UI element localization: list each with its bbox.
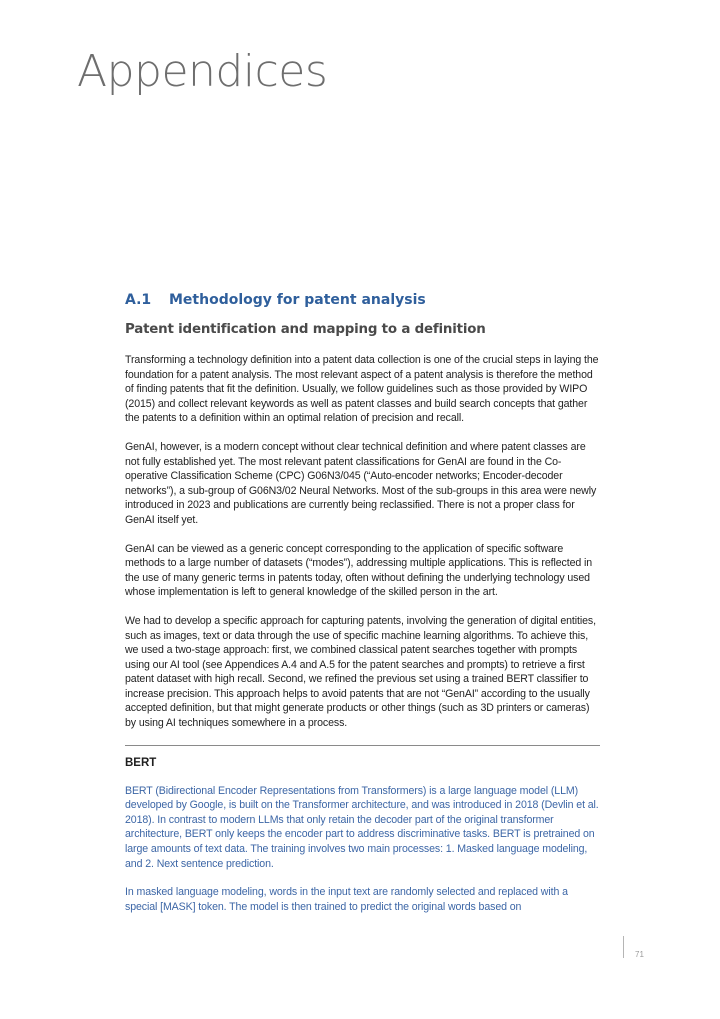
section-heading (125, 290, 600, 310)
body-paragraph: GenAI can be viewed as a generic concept corresponding to the application of specific software methods to a large number of datasets (“modes”), addressing multiple applications. This is reflected in the use of many generic terms in patents today, often without defining the underlying technology used whose implementation is left to general knowledge of the skilled person in the art. (125, 542, 593, 599)
box-paragraph: BERT (Bidirectional Encoder Representations from Transformers) is a large language model (LLM) developed by Google, is built on the Transformer architecture, and was introduced in 2018 (Devlin et al. 2018). In contrast to modern LLMs that only retain the decoder part of the original transformer architecture, BERT only keeps the encoder part to address discriminative tasks. BERT is pretrained on large amounts of text data. The training involves two main processes: 1. Masked language modeling, and 2. Next sentence prediction. (125, 784, 599, 870)
section-title: Methodology for patent analysis (169, 292, 426, 308)
section-number: A.1 (125, 292, 152, 308)
page-number-divider (623, 936, 624, 958)
page-title: Appendices (77, 46, 328, 97)
bert-info-box (125, 754, 600, 915)
main-content (125, 290, 600, 928)
box-title: BERT (125, 756, 157, 769)
box-divider (125, 745, 600, 746)
page-number: 71 (635, 950, 644, 959)
subheading: Patent identification and mapping to a definition (125, 322, 486, 337)
body-paragraph: We had to develop a specific approach for capturing patents, involving the generation of digital entities, such as images, text or data through the use of specific machine learning algorithms. To achieve this, we used a two-stage approach: first, we combined classical patent searches together with prompts using our AI tool (see Appendices A.4 and A.5 for the patent searches and prompts) to retrieve a first patent dataset with high recall. Second, we refined the previous set using a trained BERT classifier to increase precision. This approach helps to avoid patents that are not “GenAI” according to the usually accepted definition, but that might generate products or other things (such as 3D printers or cameras) by using AI techniques somewhere in a process. (125, 614, 596, 730)
body-paragraph: GenAI, however, is a modern concept without clear technical definition and where patent classes are not fully established yet. The most relevant patent classifications for GenAI are found in the Co-operative Classification Scheme (CPC) G06N3/045 (“Auto-encoder networks; Encoder-decoder networks”), a sub-group of G06N3/02 Neural Networks. Most of the sub-groups in this area were newly introduced in 2023 and publications are currently being reclassified. There is not a proper class for GenAI itself yet. (125, 440, 597, 526)
box-paragraph: In masked language modeling, words in the input text are randomly selected and replaced with a special [MASK] token. The model is then trained to predict the original words based on (125, 886, 568, 913)
body-paragraph: Transforming a technology definition into a patent data collection is one of the crucial steps in laying the foundation for a patent analysis. The most relevant aspect of a patent analysis is therefore the method of finding patents that fit the definition. Usually, we follow guidelines such as those provided by WIPO (2015) and collect relevant keywords as well as patent classes and build search concepts that gather the patents to a definition within an optimal relation of precision and recall. (125, 354, 599, 425)
